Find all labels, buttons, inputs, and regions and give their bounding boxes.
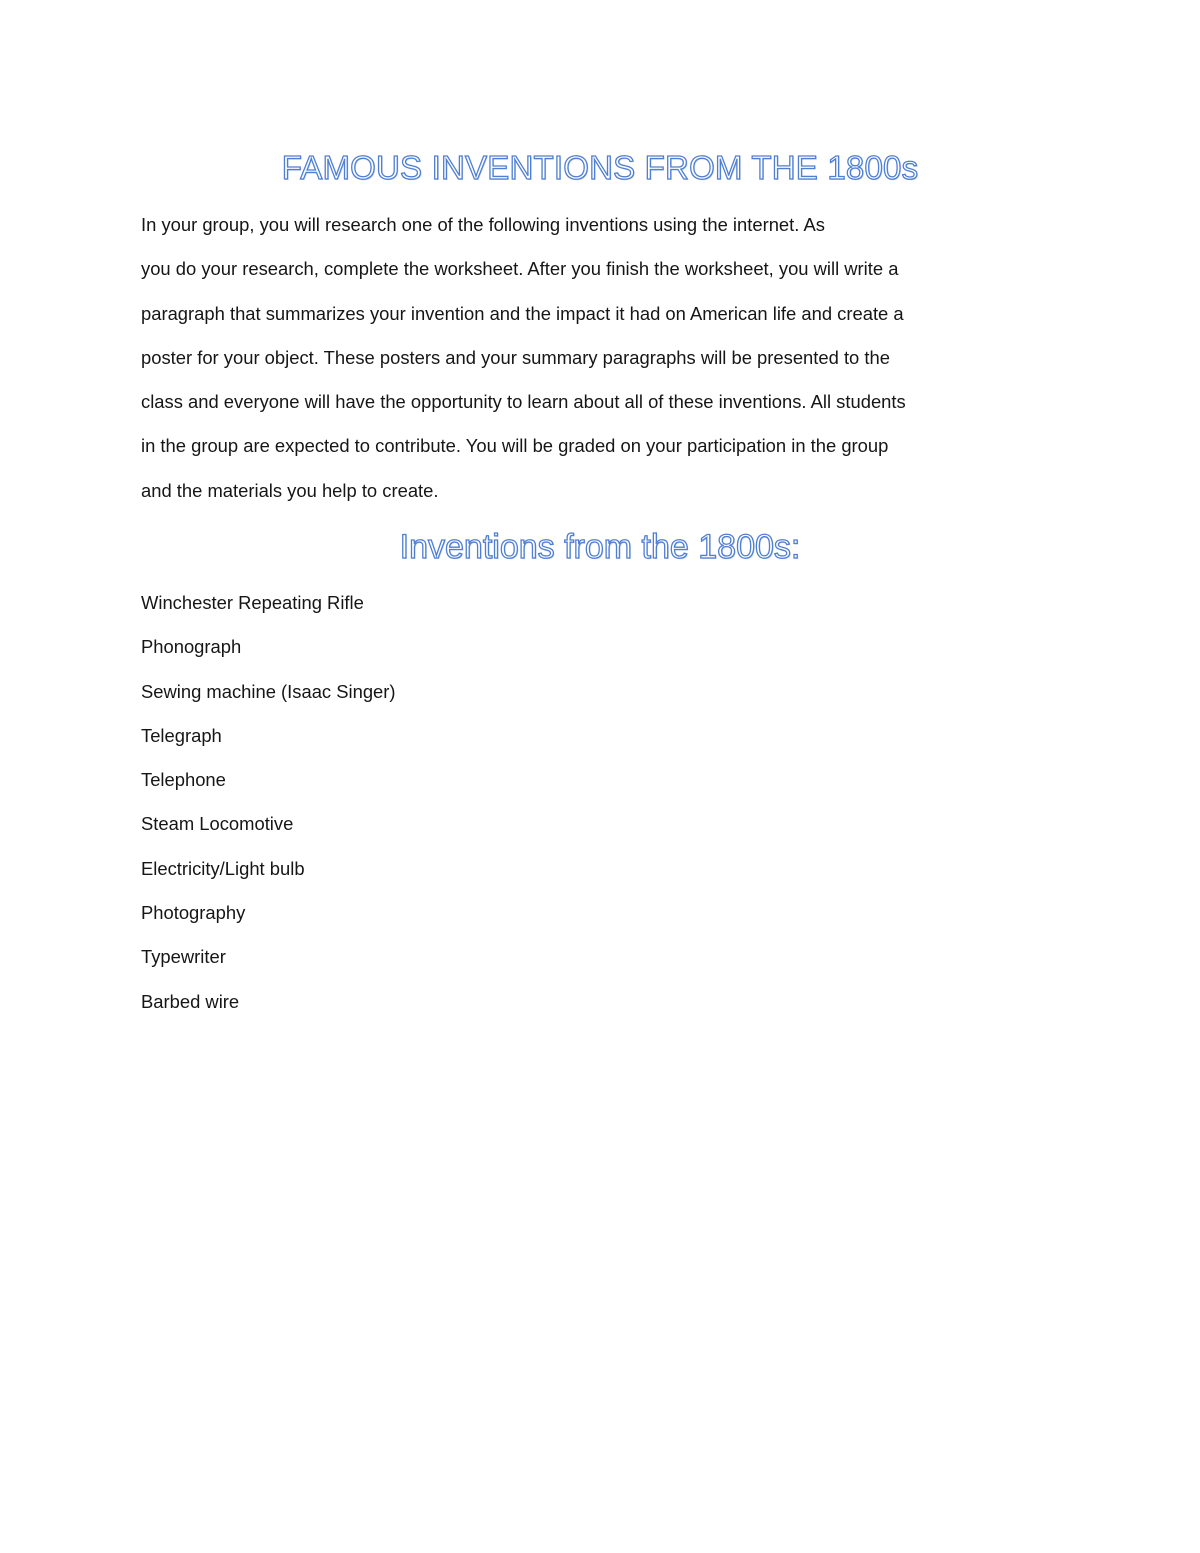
- list-item: Steam Locomotive: [141, 813, 294, 835]
- intro-line: you do your research, complete the worksheet. After you finish the worksheet, you will write a: [141, 258, 899, 280]
- intro-line: poster for your object. These posters and your summary paragraphs will be presented to the: [141, 346, 890, 368]
- list-item: Barbed wire: [141, 990, 240, 1012]
- list-item: Typewriter: [141, 946, 226, 968]
- intro-line: In your group, you will research one of the following inventions using the internet. As: [141, 214, 825, 235]
- intro-line: in the group are expected to contribute. You will be graded on your participation in the group: [141, 435, 889, 457]
- document-title: FAMOUS INVENTIONS FROM THE 1800s: [281, 149, 919, 186]
- list-item: Winchester Repeating Rifle: [141, 592, 364, 613]
- inventions-heading: Inventions from the 1800s:: [399, 528, 801, 566]
- list-item: Photography: [141, 902, 246, 924]
- inventions-list: [141, 581, 396, 1024]
- intro-line: class and everyone will have the opportunity to learn about all of these inventions. All students: [141, 391, 906, 413]
- list-item: Sewing machine (Isaac Singer): [141, 680, 396, 702]
- list-item: Phonograph: [141, 636, 242, 658]
- list-item: Electricity/Light bulb: [141, 857, 305, 879]
- intro-paragraph: [141, 203, 1001, 513]
- intro-line: paragraph that summarizes your invention and the impact it had on American life and create a: [141, 302, 904, 324]
- list-item: Telegraph: [141, 724, 222, 746]
- intro-line: and the materials you help to create.: [141, 479, 439, 501]
- list-item: Telephone: [141, 769, 226, 791]
